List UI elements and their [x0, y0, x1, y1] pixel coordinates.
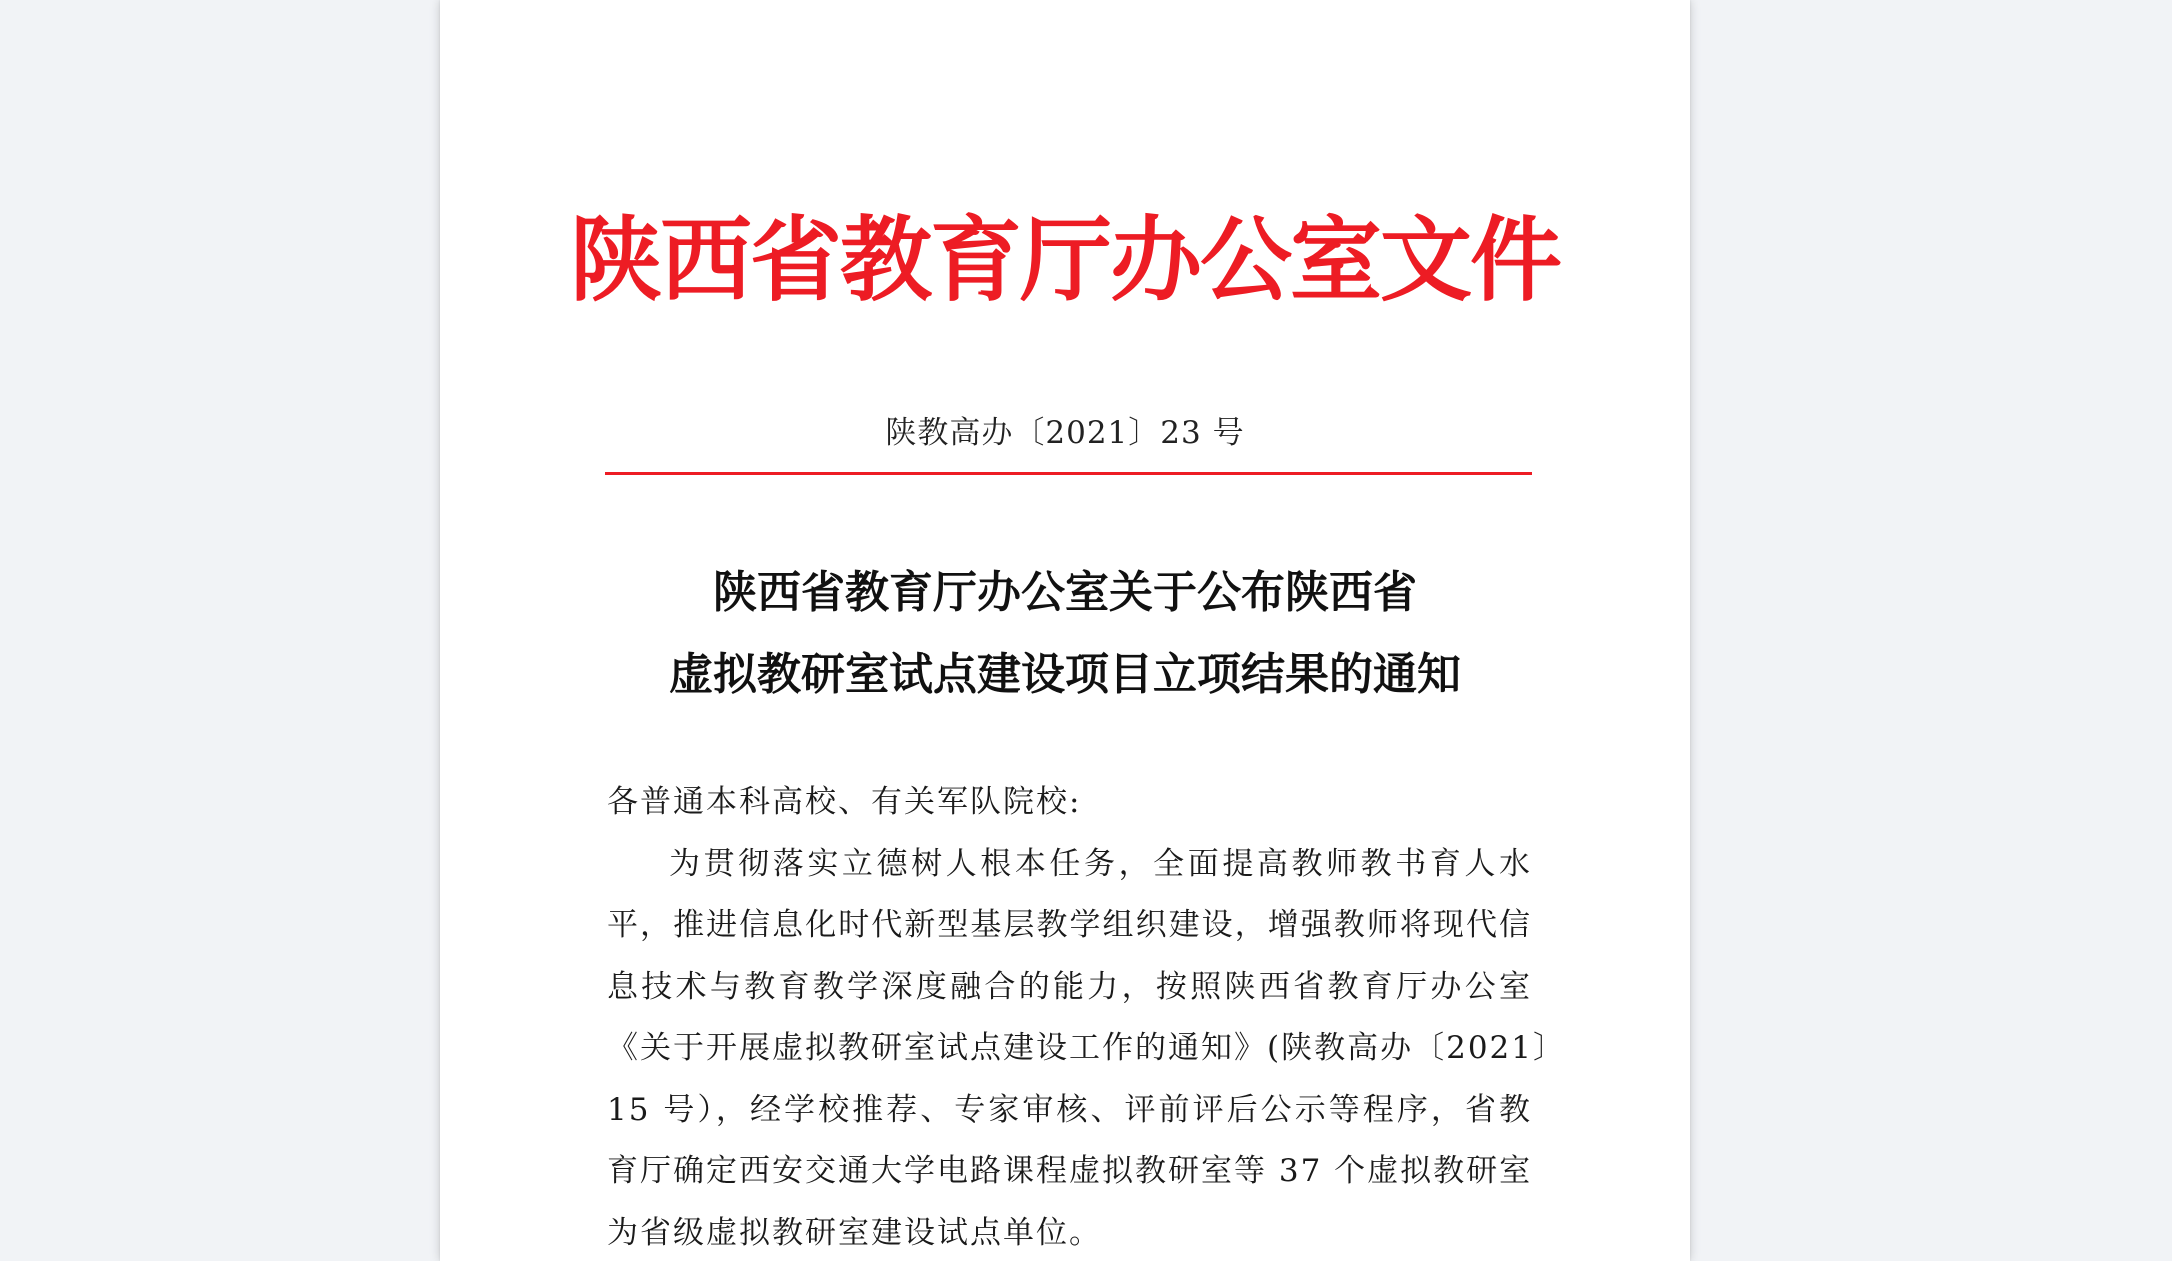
body-text-line: 平，推进信息化时代新型基层教学组织建设，增强教师将现代信 [607, 907, 1532, 943]
document-page [440, 0, 1690, 1261]
document-number: 陕教高办〔2021〕23 号 [885, 415, 1245, 451]
document-title-line-2: 虚拟教研室试点建设项目立项结果的通知 [669, 649, 1461, 700]
body-text-line: 15 号），经学校推荐、专家审核、评前评后公示等程序，省教 [607, 1091, 1532, 1128]
salutation-line: 各普通本科高校、有关军队院校: [607, 784, 1082, 820]
body-text-line: 为省级虚拟教研室建设试点单位。 [607, 1214, 1102, 1251]
document-header-title: 陕西省教育厅办公室文件 [569, 206, 1560, 314]
body-text-line: 《关于开展虚拟教研室试点建设工作的通知》(陕教高办〔2021〕 [607, 1030, 1566, 1066]
body-text-line: 育厅确定西安交通大学电路课程虚拟教研室等 37 个虚拟教研室 [607, 1153, 1533, 1189]
document-body [607, 772, 1566, 1261]
red-divider-line [605, 472, 1532, 475]
body-text-line: 息技术与教育教学深度融合的能力，按照陕西省教育厅办公室 [607, 968, 1532, 1005]
body-text-line: 为贯彻落实立德树人根本任务，全面提高教师教书育人水 [669, 845, 1532, 882]
document-title-line-1: 陕西省教育厅办公室关于公布陕西省 [713, 567, 1417, 618]
